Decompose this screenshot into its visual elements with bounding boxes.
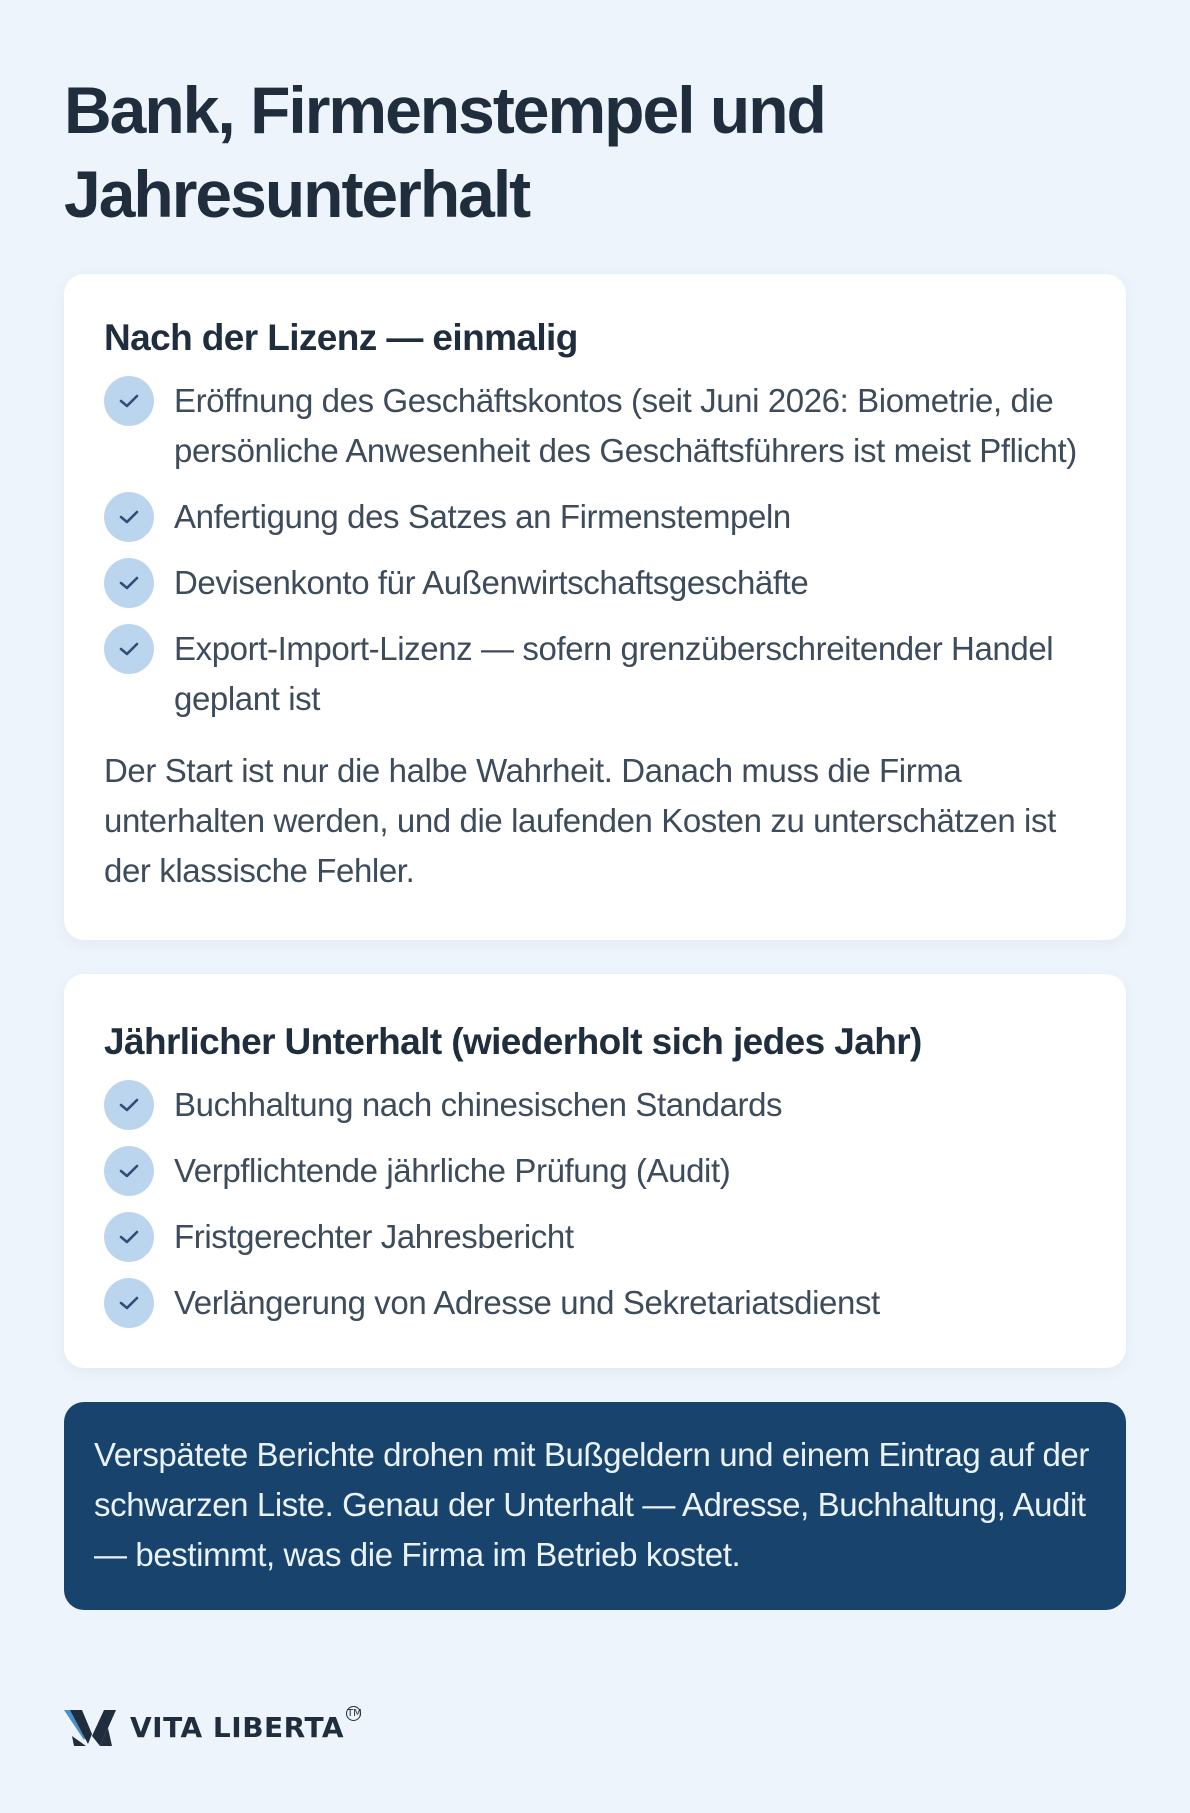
card-one-time bbox=[64, 274, 1126, 940]
checklist-item-text: Buchhaltung nach chinesischen Standards bbox=[174, 1086, 783, 1123]
card-yearly-heading: Jährlicher Unterhalt (wiederholt sich jedes Jahr) bbox=[104, 1021, 922, 1062]
yearly-checklist bbox=[104, 1080, 1086, 1328]
checklist-item bbox=[104, 1080, 1086, 1130]
check-icon bbox=[104, 376, 154, 426]
checklist-item bbox=[104, 492, 1086, 542]
checklist-item bbox=[104, 624, 1086, 724]
card-one-time-heading: Nach der Lizenz — einmalig bbox=[104, 317, 578, 358]
check-icon bbox=[104, 492, 154, 542]
checklist-item-text: Verpflichtende jährliche Prüfung (Audit) bbox=[174, 1152, 731, 1189]
check-icon bbox=[104, 624, 154, 674]
brand-trademark: TM bbox=[347, 1707, 362, 1719]
checklist-item-text: Verlängerung von Adresse und Sekretariatsdienst bbox=[174, 1284, 880, 1321]
check-icon bbox=[104, 1212, 154, 1262]
check-icon bbox=[104, 558, 154, 608]
warning-callout: Verspätete Berichte drohen mit Bußgeldern und einem Eintrag auf der schwarzen Liste. Genau der Unterhalt — Adresse, Buchhaltung, Audit — bestimmt, was die Firma im Betrieb kostet. bbox=[64, 1402, 1126, 1610]
checklist-item-text: Fristgerechter Jahresbericht bbox=[174, 1218, 574, 1255]
one-time-checklist bbox=[104, 376, 1086, 724]
checklist-item-text: Devisenkonto für Außenwirtschaftsgeschäfte bbox=[174, 564, 809, 601]
checklist-item bbox=[104, 376, 1086, 476]
card-one-time-note: Der Start ist nur die halbe Wahrheit. Danach muss die Firma unterhalten werden, und die laufenden Kosten zu unterschätzen ist der klassische Fehler. bbox=[104, 752, 1056, 889]
brand-name: VITA LIBERTA bbox=[130, 1710, 345, 1744]
checklist-item bbox=[104, 1278, 1086, 1328]
checklist-item-text: Eröffnung des Geschäftskontos (seit Juni 2026: Biometrie, die persönliche Anwesenheit des Geschäftsführers ist meist Pflicht) bbox=[174, 382, 1077, 469]
brand-footer bbox=[64, 1706, 361, 1748]
checklist-item-text: Anfertigung des Satzes an Firmenstempeln bbox=[174, 498, 791, 535]
checklist-item bbox=[104, 1212, 1086, 1262]
check-icon bbox=[104, 1146, 154, 1196]
checklist-item bbox=[104, 1146, 1086, 1196]
vita-liberta-logo-icon bbox=[64, 1706, 120, 1748]
page-title: Bank, Firmenstempel und Jahresunterhalt bbox=[64, 73, 825, 231]
checklist-item bbox=[104, 558, 1086, 608]
check-icon bbox=[104, 1080, 154, 1130]
check-icon bbox=[104, 1278, 154, 1328]
checklist-item-text: Export-Import-Lizenz — sofern grenzüberschreitender Handel geplant ist bbox=[174, 630, 1054, 717]
card-yearly bbox=[64, 974, 1126, 1368]
